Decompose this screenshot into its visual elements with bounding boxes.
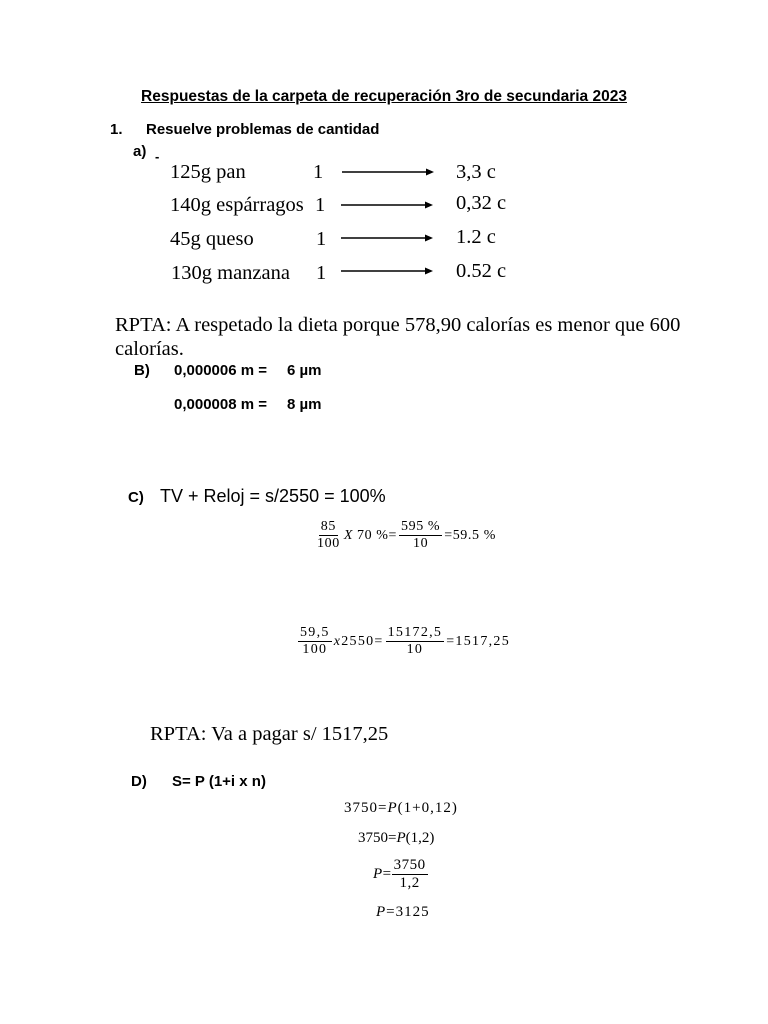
equation-step-4 [376, 904, 430, 921]
food-item: 130g manzana [171, 262, 290, 284]
food-quantity: 1 [313, 161, 324, 183]
variable: X [343, 527, 353, 543]
part-a-dash: - [155, 149, 160, 164]
right-arrow-icon [341, 266, 434, 276]
part-c-statement: TV + Reloj = s/2550 = 100% [160, 486, 386, 506]
expression: 70 %= [356, 527, 398, 543]
variable: P [387, 800, 398, 816]
denominator: 1,2 [399, 875, 420, 891]
calorie-row [170, 192, 510, 217]
arrow-head [425, 268, 433, 275]
conversion-rhs: 6 µm [287, 362, 322, 379]
variable: P [376, 904, 387, 920]
equation-result: =1517,25 [446, 633, 511, 649]
expression: 3750= [358, 830, 397, 846]
calorie-value: 0.52 c [456, 260, 507, 282]
operator: = [382, 866, 392, 882]
part-b-label: B) [134, 362, 150, 379]
numerator: 59,5 [300, 625, 330, 640]
denominator: 10 [413, 536, 429, 551]
denominator: 10 [406, 642, 424, 657]
calorie-row [170, 226, 510, 251]
calorie-row [170, 162, 510, 184]
fraction [298, 625, 332, 658]
calorie-row [170, 260, 510, 285]
payment-equation [298, 625, 510, 658]
percent-equation [315, 519, 496, 552]
numerator: 595 % [401, 519, 441, 534]
food-item: 125g pan [170, 161, 246, 183]
numerator: 85 [320, 519, 336, 534]
conversion-rhs: 8 µm [287, 396, 322, 413]
variable: x [333, 633, 342, 649]
denominator: 100 [302, 642, 328, 657]
section-number: 1. [110, 121, 123, 138]
equation-step-2 [358, 830, 434, 847]
equation-step-3 [373, 857, 428, 892]
fraction [386, 625, 445, 658]
denominator: 100 [317, 536, 340, 551]
food-item: 140g espárragos [170, 194, 304, 216]
calorie-value: 0,32 c [456, 192, 507, 214]
expression: 2550= [341, 633, 384, 649]
equation-result: =59.5 % [444, 527, 496, 543]
equation-step-1 [344, 800, 458, 817]
calorie-value: 1.2 c [456, 226, 496, 248]
expression: (1,2) [405, 830, 435, 846]
part-c-label: C) [128, 489, 144, 506]
right-arrow-icon [341, 200, 434, 210]
food-quantity: 1 [316, 262, 327, 284]
part-a-answer-line-1: RPTA: A respetado la dieta porque 578,90 calorías es menor que 600 [115, 314, 681, 336]
section-heading: Resuelve problemas de cantidad [146, 121, 380, 138]
food-quantity: 1 [315, 194, 326, 216]
fraction [392, 857, 428, 892]
document-title: Respuestas de la carpeta de recuperación 3ro de secundaria 2023 [141, 88, 627, 105]
arrow-head [426, 169, 434, 176]
food-item: 45g queso [170, 228, 254, 250]
interest-formula: S= P (1+i x n) [172, 773, 266, 790]
part-a-label: a) [133, 143, 147, 160]
part-c-answer: RPTA: Va a pagar s/ 1517,25 [150, 723, 389, 745]
conversion-lhs: 0,000008 m = [174, 396, 267, 413]
food-quantity: 1 [316, 228, 327, 250]
calorie-value: 3,3 c [456, 161, 496, 183]
part-d-label: D) [131, 773, 147, 790]
part-a-answer-line-2: calorías. [115, 338, 184, 360]
numerator: 15172,5 [387, 625, 443, 640]
variable: P [373, 866, 383, 882]
expression: =3125 [386, 904, 430, 920]
numerator: 3750 [393, 857, 426, 873]
fraction [315, 519, 342, 552]
arrow-head [425, 235, 433, 242]
variable: P [396, 830, 406, 846]
right-arrow-icon [341, 233, 434, 243]
arrow-head [425, 202, 433, 209]
expression: 3750= [344, 800, 388, 816]
expression: (1+0,12) [397, 800, 458, 816]
fraction [399, 519, 442, 552]
right-arrow-icon [342, 167, 435, 177]
conversion-lhs: 0,000006 m = [174, 362, 267, 379]
